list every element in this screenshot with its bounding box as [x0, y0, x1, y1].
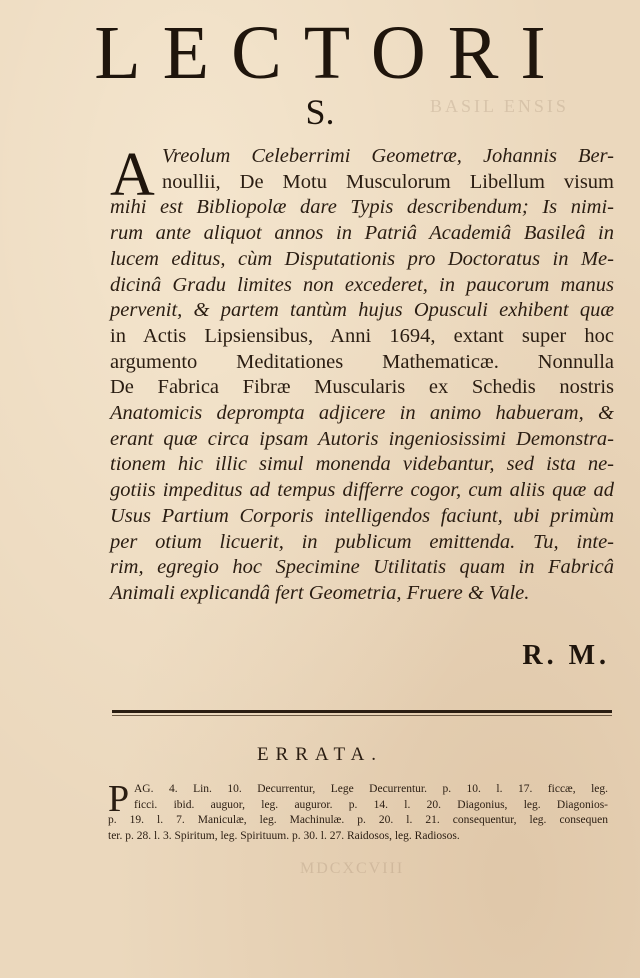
preface-line: per otium licuerit, in publicum emittenda. Tu, inte-	[110, 530, 614, 553]
errata-line: ficci. ibid. auguor, leg. auguror. p. 14. l. 20. Diagonius, leg. Diagonios-	[134, 798, 608, 811]
bleed-through-text-bottom: MDCXCVIII	[300, 860, 405, 877]
preface-line: noullii, De Motu Musculorum Libellum visum	[162, 170, 614, 193]
errata-text	[108, 778, 608, 844]
preface-line: Animali explicandâ fert Geometria, Fruere & Vale.	[110, 581, 530, 604]
errata-dropcap: P	[108, 778, 130, 820]
preface-line: De Fabrica Fibræ Muscularis ex Schedis nostris	[110, 376, 614, 399]
preface-line: argumento Meditationes Mathematicæ. Nonnulla	[110, 350, 614, 373]
divider-rule	[112, 710, 612, 713]
preface-line: Usus Partium Corporis intelligendos faciunt, ubi primùm	[110, 504, 614, 527]
preface-line: dicinâ Gradu limites non excederet, in paucorum manus	[110, 273, 614, 296]
preface-text	[110, 141, 614, 607]
errata-title: ERRATA.	[256, 744, 384, 765]
preface-line: Anatomicis deprompta adjicere in animo habueram, &	[110, 402, 614, 425]
preface-line: lucem editus, cùm Disputationis pro Doctoratus in Me-	[110, 247, 614, 270]
preface-line: pervenit, & partem tantùm hujus Opusculi exhibent quæ	[110, 299, 614, 322]
preface-line: erant quæ circa ipsam Autoris ingeniosissimi Demonstra-	[110, 427, 614, 450]
preface-line: Vreolum Celeberrimi Geometræ, Johannis Ber-	[162, 145, 614, 167]
errata-line: AG. 4. Lin. 10. Decurrentur, Lege Decurrentur. p. 10. l. 17. ficcæ, leg.	[134, 783, 608, 795]
page-title: LECTORI	[94, 11, 568, 95]
page-subtitle: S.	[305, 92, 335, 132]
preface-line: rum ante aliquot annos in Patriâ Academiâ Basileâ in	[110, 222, 614, 245]
preface-line: rim, egregio hoc Specimine Utilitatis quam in Fabricâ	[110, 556, 614, 579]
divider-rule-thin	[112, 715, 612, 716]
preface-line: mihi est Bibliopolæ dare Typis describendum; Is nimi-	[110, 196, 614, 219]
errata-line: p. 19. l. 7. Maniculæ, leg. Machinulæ. p. 20. l. 21. consequentur, leg. consequen	[108, 814, 608, 826]
errata-line: ter. p. 28. l. 3. Spiritum, leg. Spirituum. p. 30. l. 27. Raidosos, leg. Radiosos.	[108, 829, 460, 842]
signature: R. M.	[522, 640, 610, 671]
bleed-through-text: BASIL ENSIS	[430, 96, 569, 116]
preface-line: in Actis Lipsiensibus, Anni 1694, extant super hoc	[110, 324, 614, 347]
preface-dropcap: A	[110, 141, 155, 209]
preface-line: gotiis impeditus ad tempus differre cogor, cum aliis quæ ad	[110, 479, 614, 502]
preface-line: tionem hic illic simul monenda videbantur, sed ista ne-	[110, 453, 614, 476]
